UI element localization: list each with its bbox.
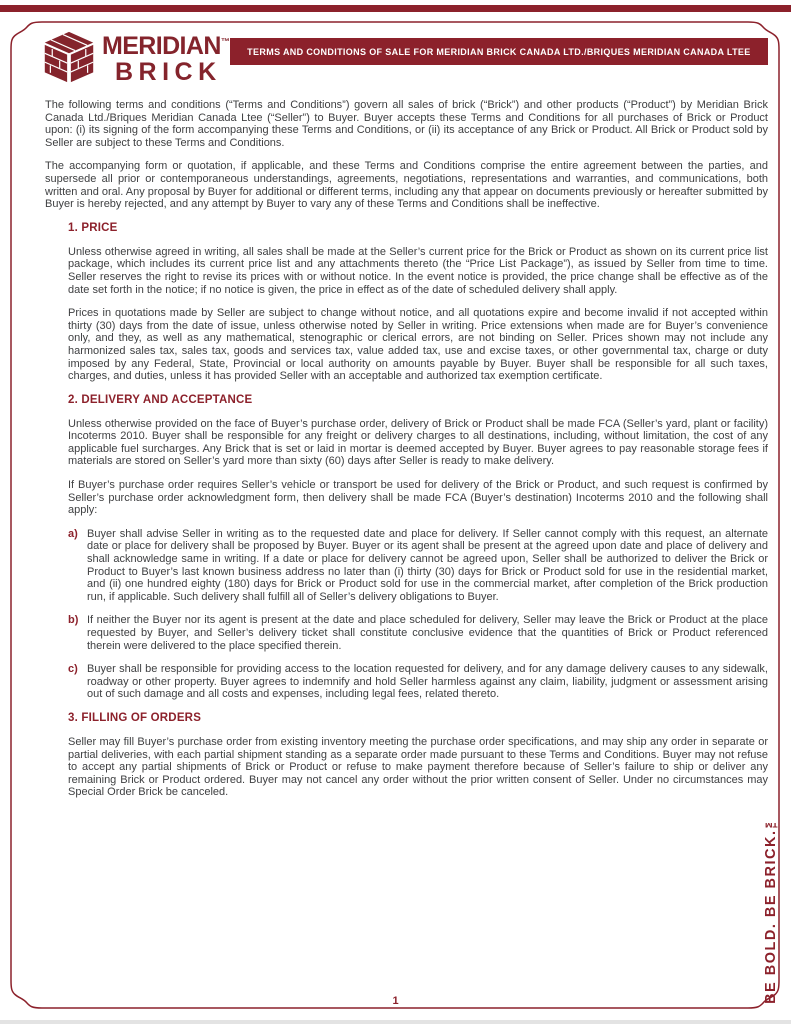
list-item-text: Buyer shall advise Seller in writing as to the requested date and place for delivery. If Seller cannot comply with this request, an alternate date or place for delivery shall be proposed by Buyer. Buyer or its agent shall be present at the agreed upon date and place of delivery and shall acknowledge same in writing. If a date or place for delivery cannot be agreed upon, Seller shall be authorized to deliver the Brick or Product to Buyer’s last known business address no later than (i) thirty (30) days for Brick or Product sold for use in the residential market, and (ii) one hundred eighty (180) days for Brick or Product sold for use in the commercial market, after completion of the Brick production run, if applicable. Such delivery shall fulfill all of Seller’s delivery obligations to Buyer.	[87, 527, 768, 603]
brick-cube-icon	[42, 30, 96, 84]
list-item-b	[68, 614, 768, 652]
logo-wordmark-brick: BRICK	[115, 58, 222, 86]
list-item-a	[68, 528, 768, 604]
list-item-label: c)	[68, 663, 78, 676]
section-heading-price: 1. PRICE	[68, 221, 118, 234]
bottom-edge-strip	[0, 1020, 791, 1024]
list-item-text: Buyer shall be responsible for providing access to the location requested for delivery, and for any damage delivery causes to any sidewalk, roadway or other property. Buyer agrees to indemnify and hold Seller harmless against any claim, liability, judgment or assessment arising out of such damage and all costs and expenses, including legal fees, related thereto.	[87, 663, 768, 701]
delivery-paragraph-2: If Buyer’s purchase order requires Seller’s vehicle or transport be used for delivery of the Brick or Product, and such request is confirmed by Seller’s purchase order acknowledgment form, then delivery shall be made FCA (Buyer’s destination) Incoterms 2010 and the following shall apply:	[68, 479, 768, 517]
delivery-paragraph-1: Unless otherwise provided on the face of Buyer’s purchase order, delivery of Brick or Product shall be made FCA (Seller’s yard, plant or facility) Incoterms 2010. Buyer shall be responsible for any freight or delivery charges to all destinations, including, without limitation, the cost of any applicable fuel surcharges. Any Brick that is set or laid in mortar is deemed accepted by Buyer. Buyer agrees to pay reasonable storage fees if materials are stored on Seller’s yard more than sixty (60) days after Seller is ready to make delivery.	[68, 417, 768, 468]
list-item-c	[68, 663, 768, 701]
intro-paragraph-1: The following terms and conditions (“Terms and Conditions”) govern all sales of brick (“Brick”) and other products (“Product”) by Meridian Brick Canada Ltd./Briques Meridian Canada Ltee (“Seller”) to Buyer. Buyer accepts these Terms and Conditions for all purchases of Brick or Product upon: (i) its signing of the form accompanying these Terms and Conditions, or (ii) its acceptance of any Brick or Product. All Brick or Product sold by Seller are subject to these Terms and Conditions.	[45, 99, 768, 149]
price-paragraph-2: Prices in quotations made by Seller are subject to change without notice, and all quotations expire and become invalid if not accepted within thirty (30) days from the date of issue, unless otherwise noted by Seller in writing. Price extensions when made are for Buyer’s convenience only, and they, as well as any mathematical, stenographic or clerical errors, are not binding on Seller. Prices shown may not include any harmonized sales tax, sales tax, goods and services tax, value added tax, use and excise taxes, or other governmental tax, charge or duty imposed by any Federal, State, Provincial or local authority on amounts payable by Buyer. Buyer shall be responsible for all such taxes, charges, and duties, unless it has provided Seller with an acceptable and authorized tax exemption certificate.	[68, 307, 768, 383]
filling-of-orders-paragraph: Seller may fill Buyer’s purchase order from existing inventory meeting the purchase order specifications, and may ship any order in separate or partial deliveries, with each partial shipment standing as a separate order made pursuant to these Terms and Conditions. Buyer may not refuse to accept any partial shipments of Brick or Product or refuse to make payment therefore because of Seller’s failure to ship or deliver any remaining Brick or Product ordered. Buyer may not cancel any order without the prior written consent of Seller. Under no circumstances may Special Order Brick be canceled.	[68, 735, 768, 799]
list-item-label: b)	[68, 614, 79, 627]
document-title-banner	[230, 38, 768, 65]
section-heading-delivery: 2. DELIVERY AND ACCEPTANCE	[68, 393, 253, 406]
logo-wordmark-meridian: MERIDIAN™	[102, 32, 230, 60]
price-paragraph-1: Unless otherwise agreed in writing, all sales shall be made at the Seller’s current price for the Brick or Product as shown on its current price list package, which includes its current price list and any attachments thereto (the “Price List Package”), as issued by Seller from time to time. Seller reserves the right to revise its prices with or without notice. In the event notice is provided, the price change shall be effective as of the date set forth in the notice; if no notice is given, the price in effect as of the date of scheduled delivery shall apply.	[68, 245, 768, 296]
top-border-bar	[0, 5, 791, 12]
header	[42, 28, 768, 85]
document-title: TERMS AND CONDITIONS OF SALE FOR MERIDIAN BRICK CANADA LTD./BRIQUES MERIDIAN CANADA LTEE	[247, 46, 751, 57]
terms-content	[45, 99, 768, 810]
page-number: 1	[392, 995, 399, 1007]
intro-paragraph-2: The accompanying form or quotation, if applicable, and these Terms and Conditions comprise the entire agreement between the parties, and supersede all prior or contemporaneous understandings, agreements, negotiations, representations and warranties, and communications, both written and oral. Any proposal by Buyer for additional or different terms, including any that appear on documents previously or hereafter submitted by Buyer is hereby rejected, and any attempt by Buyer to vary any of these Terms and Conditions shall be ineffective.	[45, 160, 768, 211]
sections-block	[45, 222, 768, 799]
section-heading-filling-of-orders: 3. FILLING OF ORDERS	[68, 711, 202, 724]
trademark-symbol: ™	[220, 36, 230, 47]
list-item-label: a)	[68, 527, 78, 540]
list-item-text: If neither the Buyer nor its agent is present at the date and place scheduled for delivery, Seller may leave the Brick or Product at the place requested by Buyer, and Seller’s delivery ticket shall constitute conclusive evidence that the quantities of Brick or Product referenced therein were delivered to the place specified therein.	[87, 614, 768, 652]
brand-logo	[42, 28, 230, 85]
logo-wordmark	[102, 28, 230, 85]
brand-tagline: BE BOLD. BE BRICK.™	[763, 812, 779, 1004]
